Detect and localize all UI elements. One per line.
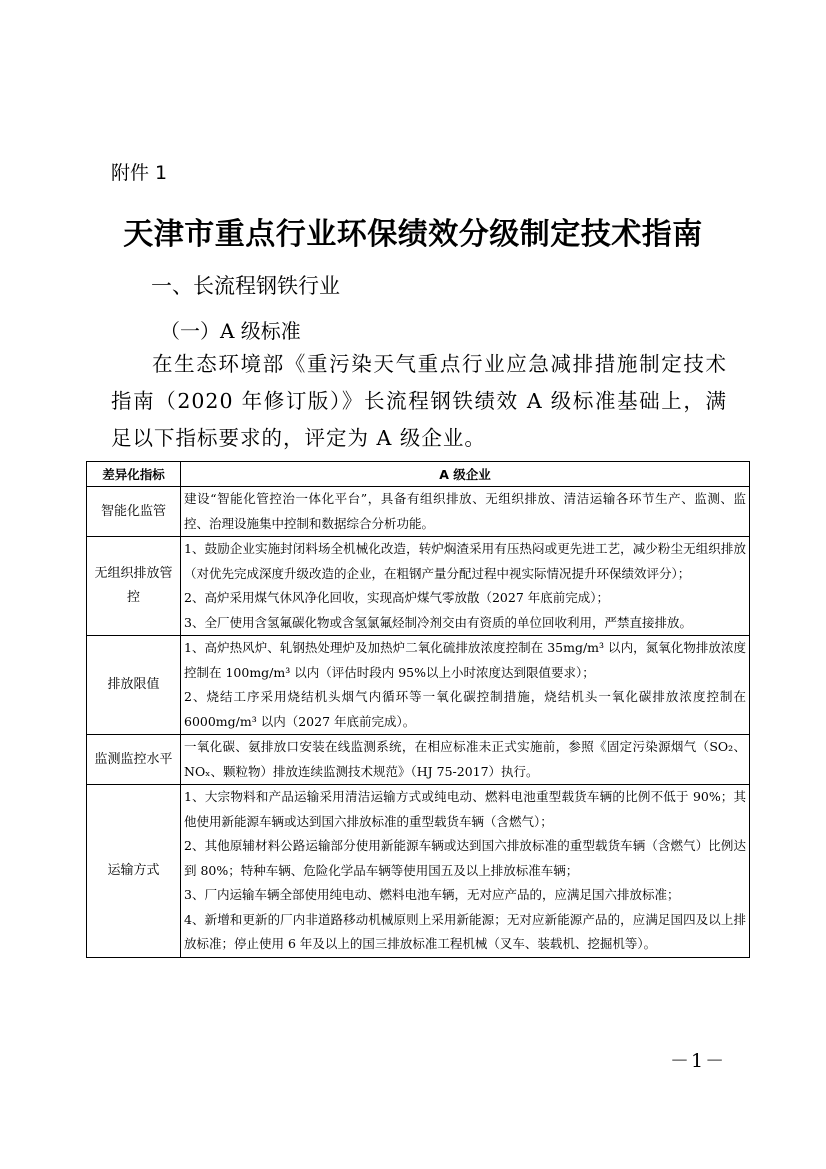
- requirement-cell: [181, 487, 750, 537]
- requirement-item: 2、高炉采用煤气休风净化回收，实现高炉煤气零放散（2027 年底前完成）；: [184, 590, 609, 605]
- requirement-item: 一氧化碳、氨排放口安装在线监测系统，在相应标准未正式实施前，参照《固定污染源烟气（SO₂、NOₓ、颗粒物）排放连续监测技术规范》（HJ 75-2017）执行。: [184, 739, 746, 779]
- indicator-cell: 监测监控水平: [87, 735, 181, 785]
- requirement-item: 3、全厂使用含氢氟碳化物或含氢氯氟烃制冷剂交由有资质的单位回收利用，严禁直接排放。: [184, 614, 692, 630]
- document-title: 天津市重点行业环保绩效分级制定技术指南: [123, 217, 703, 252]
- requirement-item: 建设“智能化管控治一体化平台”，具备有组织排放、无组织排放、清洁运输各环节生产、监测、监控、治理设施集中控制和数据综合分析功能。: [184, 491, 746, 531]
- requirement-item: 3、厂内运输车辆全部使用纯电动、燃料电池车辆，无对应产品的，应满足国六排放标准；: [184, 887, 680, 902]
- table-row: [87, 537, 750, 636]
- table-row: [87, 785, 750, 958]
- page-number: －1－: [670, 1050, 727, 1072]
- indicator-cell: 智能化监管: [87, 487, 181, 537]
- requirement-cell: [181, 785, 750, 958]
- indicator-cell: 无组织排放管控: [87, 537, 181, 636]
- table-row: [87, 735, 750, 785]
- header-grade: A 级企业: [181, 462, 750, 487]
- requirement-item: 2、烧结工序采用烧结机头烟气内循环等一氧化碳控制措施，烧结机头一氧化碳排放浓度控制在 6000mg/m³ 以内（2027 年底前完成）。: [184, 689, 746, 729]
- requirement-cell: [181, 636, 750, 735]
- requirement-cell: [181, 537, 750, 636]
- section-heading: 一、长流程钢铁行业: [151, 274, 340, 298]
- table-row: [87, 636, 750, 735]
- requirement-item: 4、新增和更新的厂内非道路移动机械原则上采用新能源；无对应新能源产品的，应满足国四及以上排放标准；停止使用 6 年及以上的国三排放标准工程机械（叉车、装载机、挖掘机等）。: [184, 911, 746, 951]
- subsection-heading: （一）A 级标准: [160, 319, 301, 343]
- requirement-item: 1、鼓励企业实施封闭料场全机械化改造，转炉焖渣采用有压热闷或更先进工艺，减少粉尘无组织排放（对优先完成深度升级改造的企业，在粗钢产量分配过程中视实际情况提升环保绩效评分）；: [184, 541, 746, 581]
- intro-paragraph: 在生态环境部《重污染天气重点行业应急减排措施制定技术指南（2020 年修订版）》长流程钢铁绩效 A 级标准基础上，满足以下指标要求的，评定为 A 级企业。: [111, 352, 727, 450]
- table-header-row: [87, 462, 750, 487]
- header-indicator: 差异化指标: [87, 462, 181, 487]
- requirement-cell: [181, 735, 750, 785]
- criteria-table: [86, 461, 750, 958]
- indicator-cell: 运输方式: [87, 785, 181, 958]
- requirement-item: 2、其他原辅材料公路运输部分使用新能源车辆或达到国六排放标准的重型载货车辆（含燃气）比例达到 80%；特种车辆、危险化学品车辆等使用国五及以上排放标准车辆；: [184, 838, 746, 878]
- requirement-item: 1、大宗物料和产品运输采用清洁运输方式或纯电动、燃料电池重型载货车辆的比例不低于 90%；其他使用新能源车辆或达到国六排放标准的重型载货车辆（含燃气）；: [184, 789, 746, 829]
- indicator-cell: 排放限值: [87, 636, 181, 735]
- attachment-label: 附件 1: [111, 162, 168, 184]
- table-row: [87, 487, 750, 537]
- requirement-item: 1、高炉热风炉、轧钢热处理炉及加热炉二氧化硫排放浓度控制在 35mg/m³ 以内，氮氧化物排放浓度控制在 100mg/m³ 以内（评估时段内 95%以上小时浓度达到限值要求）；: [184, 640, 746, 680]
